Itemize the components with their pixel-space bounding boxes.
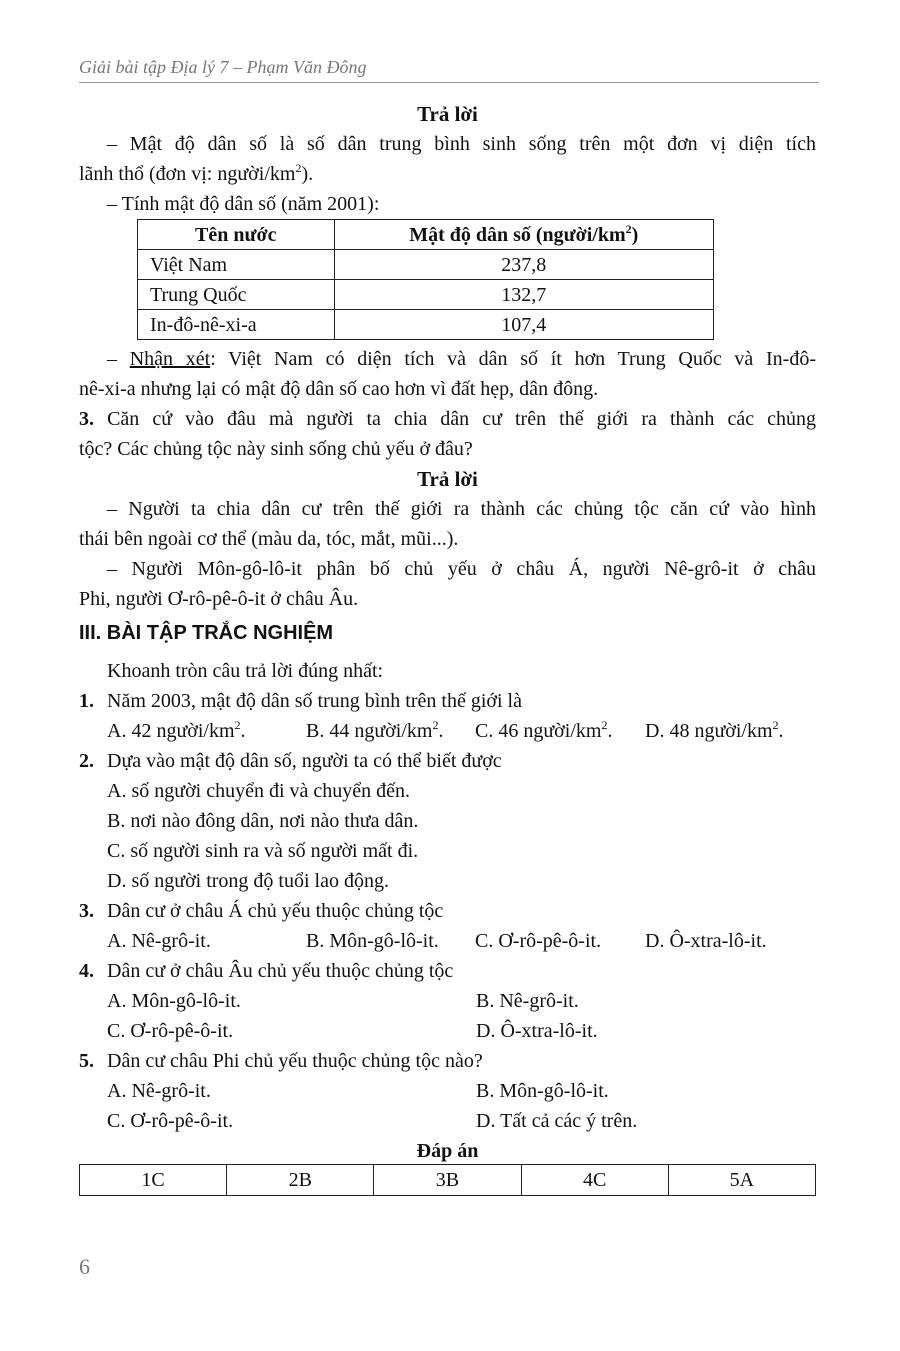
col-country-header: Tên nước: [138, 220, 335, 250]
country-cell: In-đô-nê-xi-a: [138, 310, 335, 340]
option-d[interactable]: D. 48 người/$km^2$.: [645, 718, 784, 742]
table-row: [138, 250, 714, 280]
quiz-question-2: 2. Dựa vào mật độ dân số, người ta có thể biết được: [79, 750, 502, 772]
option-a[interactable]: A. Môn-gô-lô-it.: [107, 990, 241, 1012]
table-row: [138, 280, 714, 310]
quiz-options-5-row-2: [79, 1106, 816, 1136]
remark-label: Nhận xét: [129, 348, 211, 370]
option-a[interactable]: A. số người chuyển đi và chuyển đến.: [107, 780, 411, 802]
calc-intro: – Tính mật độ dân số (năm 2001):: [107, 193, 380, 215]
option-c[interactable]: C. Ơ-rô-pê-ô-it.: [475, 930, 602, 952]
quiz-question-4: 4. Dân cư ở châu Âu chủ yếu thuộc chủng tộc: [79, 960, 454, 982]
option-d[interactable]: D. Ô-xtra-lô-it.: [645, 930, 767, 952]
density-cell: 237,8: [334, 250, 713, 280]
option-b[interactable]: B. Môn-gô-lô-it.: [306, 930, 439, 952]
quiz-options-4-row-2: [79, 1016, 816, 1046]
option-b[interactable]: B. nơi nào đông dân, nơi nào thưa dân.: [107, 810, 419, 832]
option-c[interactable]: C. 46 người/$km^2$.: [475, 718, 613, 742]
remark-line-2: nê-xi-a nhưng lại có mật độ dân số cao hơn vì đất hẹp, dân đông.: [79, 378, 599, 400]
definition-line-2: lãnh thổ (đơn vị: người/$km^2$).: [79, 161, 314, 185]
section-title: III. BÀI TẬP TRẮC NGHIỆM: [79, 622, 334, 644]
option-a[interactable]: A. 42 người/$km^2$.: [107, 718, 246, 742]
density-cell: 132,7: [334, 280, 713, 310]
quiz-question-5: 5. Dân cư châu Phi chủ yếu thuộc chủng tộc nào?: [79, 1050, 483, 1072]
answer-cell: 2B: [227, 1165, 374, 1196]
table-header-row: [138, 220, 714, 250]
answer3-line-3: – Người Môn-gô-lô-it phân bố chủ yếu ở châu Á, người Nê-grô-it ở châu: [107, 558, 816, 580]
quiz-options-2: [79, 776, 816, 896]
quiz-options-5-row-1: [79, 1076, 816, 1106]
question-3-line-2: tộc? Các chủng tộc này sinh sống chủ yếu ở đâu?: [79, 438, 473, 460]
answer-cell: 1C: [80, 1165, 227, 1196]
quiz-instruction: Khoanh tròn câu trả lời đúng nhất:: [107, 660, 384, 682]
density-table: [137, 219, 714, 340]
option-d[interactable]: D. Tất cả các ý trên.: [476, 1110, 638, 1132]
quiz-options-3: [79, 926, 816, 956]
question-3-line-1: 3. Căn cứ vào đâu mà người ta chia dân cư trên thế giới ra thành các chủng: [79, 408, 816, 430]
definition-line-1: – Mật độ dân số là số dân trung bình sinh sống trên một đơn vị diện tích: [107, 133, 816, 155]
option-b[interactable]: B. Nê-grô-it.: [476, 990, 579, 1012]
col-density-header: Mật độ dân số $(người/km^2)$: [334, 220, 713, 250]
density-cell: 107,4: [334, 310, 713, 340]
option-c[interactable]: C. Ơ-rô-pê-ô-it.: [107, 1020, 234, 1042]
page-number: 6: [79, 1254, 90, 1279]
option-b[interactable]: B. 44 người/$km^2$.: [306, 718, 444, 742]
option-c[interactable]: C. số người sinh ra và số người mất đi.: [107, 840, 419, 862]
answer-key-title: Đáp án: [416, 1140, 479, 1162]
answer3-line-1: – Người ta chia dân cư trên thế giới ra thành các chủng tộc căn cứ vào hình: [107, 498, 816, 520]
option-a[interactable]: A. Nê-grô-it.: [107, 930, 211, 952]
country-cell: Trung Quốc: [138, 280, 335, 310]
answer3-line-4: Phi, người Ơ-rô-pê-ô-it ở châu Âu.: [79, 588, 359, 610]
answer-key-table: [79, 1164, 816, 1196]
quiz-question-1: 1. Năm 2003, mật độ dân số trung bình trên thế giới là: [79, 690, 522, 712]
answer-cell: 3B: [374, 1165, 521, 1196]
answer-cell: 5A: [668, 1165, 815, 1196]
table-row: [138, 310, 714, 340]
answer-heading: Trả lời: [417, 467, 478, 491]
option-c[interactable]: C. Ơ-rô-pê-ô-it.: [107, 1110, 234, 1132]
quiz-options-4-row-1: [79, 986, 816, 1016]
answer-heading: Trả lời: [417, 102, 478, 126]
option-b[interactable]: B. Môn-gô-lô-it.: [476, 1080, 609, 1102]
remark-line-1: – Nhận xét: Việt Nam có diện tích và dân số ít hơn Trung Quốc và In-đô-: [107, 348, 816, 370]
quiz-options-1: [79, 716, 816, 746]
answer3-line-2: thái bên ngoài cơ thể (màu da, tóc, mắt, mũi...).: [79, 528, 459, 550]
answer-key-row: [80, 1165, 816, 1196]
answer-cell: 4C: [521, 1165, 668, 1196]
quiz-question-3: 3. Dân cư ở châu Á chủ yếu thuộc chủng tộc: [79, 900, 444, 922]
country-cell: Việt Nam: [138, 250, 335, 280]
running-header: Giải bài tập Địa lý 7 – Phạm Văn Đông: [79, 57, 819, 83]
page-content: [79, 99, 816, 1196]
option-d[interactable]: D. số người trong độ tuổi lao động.: [107, 870, 389, 892]
option-a[interactable]: A. Nê-grô-it.: [107, 1080, 211, 1102]
option-d[interactable]: D. Ô-xtra-lô-it.: [476, 1020, 598, 1042]
